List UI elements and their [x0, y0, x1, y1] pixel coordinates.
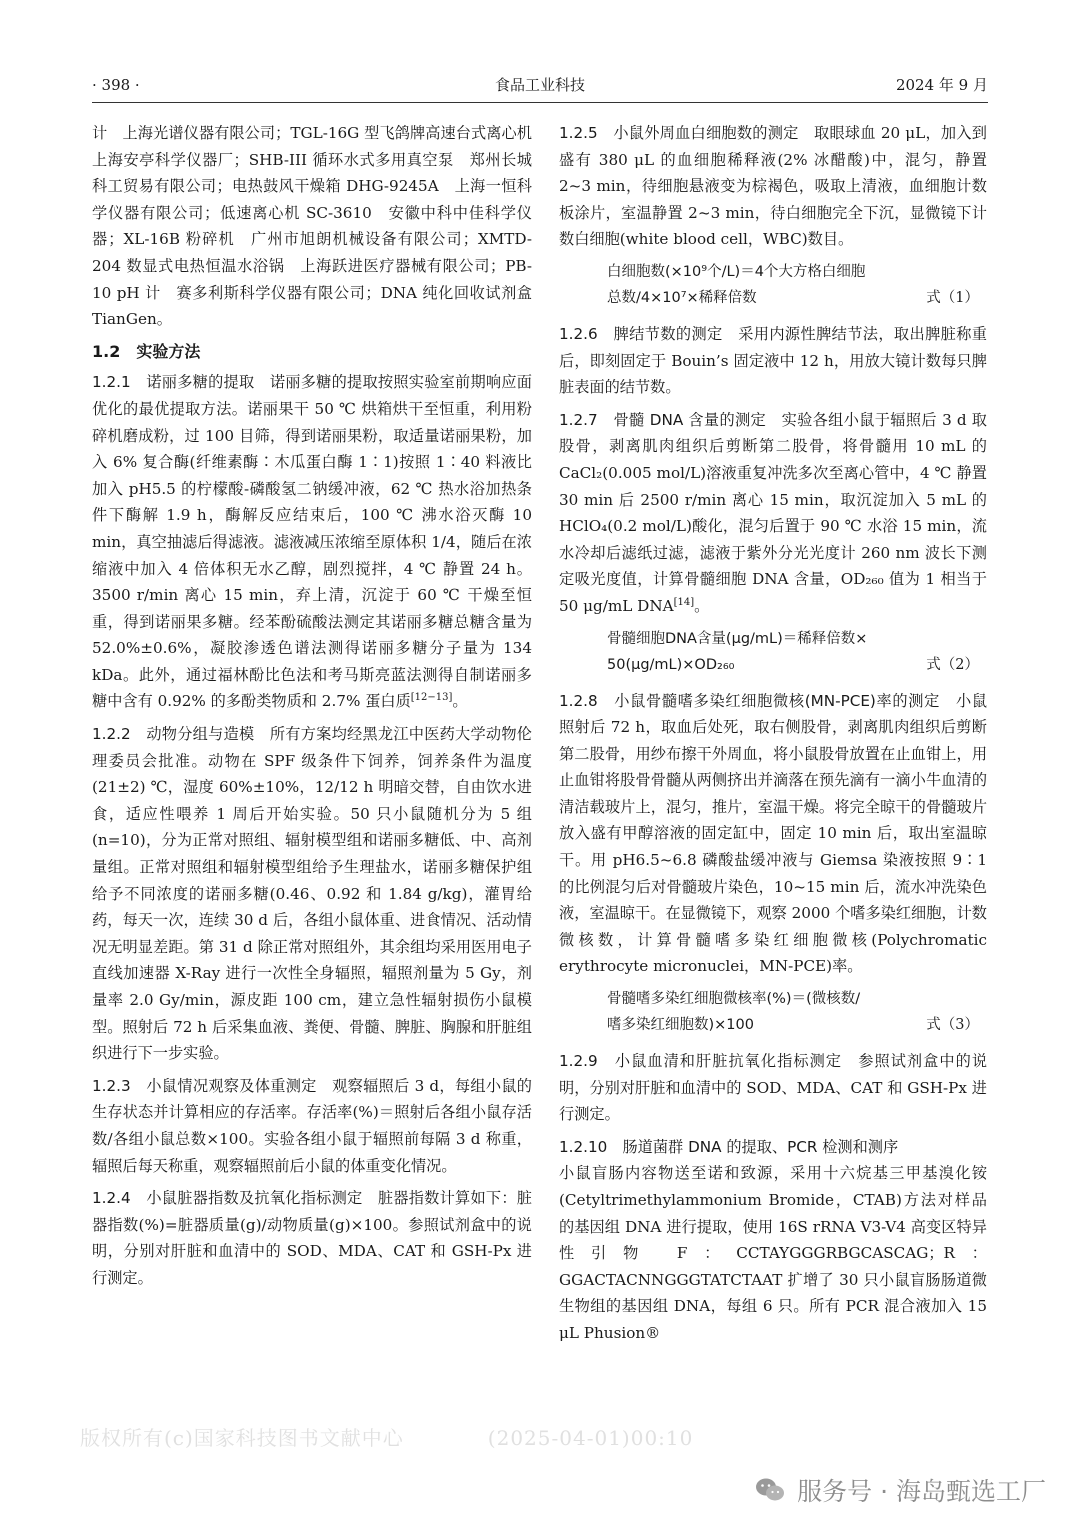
subheading-1-2-5: 1.2.5 小鼠外周血白细胞数的测定 — [559, 124, 799, 142]
citation: [12−13] — [410, 692, 453, 704]
subheading-1-2-3: 1.2.3 小鼠情况观察及体重测定 — [92, 1076, 317, 1095]
paragraph-text: 实验各组小鼠于辐照后 3 d 取股骨，剥离肌肉组织后剪断第二股骨，将骨髓用 10 mL 的 CaCl₂(0.005 mol/L)溶液重复冲洗多次至离心管中，4 ℃ 静置 30 min 后 2500 r/min 离心 15 min，取沉淀加入 5 mL 的 HClO₄(0.2 mol/L)酸化，混匀后置于 90 ℃ 水浴 15 min，流水冷却后滤纸过滤，滤液于紫外分光光度计 260 nm 波长下测定吸光度值，计算骨髓细胞 DNA 含量，OD₂₆₀ 值为 1 相当于 50 μg/mL DNA — [559, 410, 987, 615]
equation-2-number: 式（2） — [926, 656, 979, 673]
equation-2-line-2: 50(μg/mL)×OD₂₆₀ — [607, 656, 735, 673]
running-header — [92, 72, 988, 103]
paragraph-1-2-4 — [92, 1185, 532, 1291]
paragraph-text: 脏器指数计算如下：脏器指数(%)=脏器质量(g)/动物质量(g)×100。参照试剂盒中的说明，分别对肝脏和血清中的 SOD、MDA、CAT 和 GSH-Px 进行测定。 — [92, 1189, 532, 1287]
paragraph-text: 采用内源性脾结节法，取出脾脏称重后，即刻固定于 Bouin’s 固定液中 12 h，用放大镜计数每只脾脏表面的结节数。 — [559, 324, 987, 397]
paragraph-text: 取眼球血 20 μL，加入到盛有 380 μL 的血细胞稀释液(2% 冰醋酸)中，混匀，静置 2~3 min，待细胞悬液变为棕褐色，吸取上清液，血细胞计数板涂片，室温静置 2~3 min，待白细胞完全下沉，显微镜下计数白细胞(white blood cell，WBC)数目。 — [559, 124, 987, 249]
section-heading-1-2: 1.2 实验方法 — [92, 341, 201, 361]
wechat-account-label: 服务号 · 海岛甄选工厂 — [797, 1477, 1046, 1506]
copyright-watermark: 版权所有(c)国家科技图书文献中心 (2025-04-01)00:10 — [80, 1426, 694, 1450]
paragraph-end: 。 — [452, 692, 468, 711]
paragraph-1-2-5 — [559, 120, 987, 253]
subheading-1-2-1: 1.2.1 诺丽多糖的提取 — [92, 373, 255, 392]
paragraph-1-2-10 — [559, 1134, 987, 1347]
subheading-1-2-7: 1.2.7 骨髓 DNA 含量的测定 — [559, 410, 767, 429]
paragraph-1-2-8 — [559, 688, 987, 981]
equation-3-line-1: 骨髓嗜多染红细胞微核率(%)＝(微核数/ — [607, 991, 861, 1008]
journal-name: 食品工业科技 — [494, 76, 585, 94]
subheading-1-2-10: 1.2.10 肠道菌群 DNA 的提取、PCR 检测和测序 — [559, 1137, 899, 1156]
subheading-1-2-8: 1.2.8 小鼠骨髓嗜多染红细胞微核(MN-PCE)率的测定 — [559, 691, 941, 710]
paragraph-1-2-9 — [559, 1048, 987, 1128]
paragraph-1-2-2 — [92, 721, 532, 1067]
page-number: · 398 · — [92, 76, 140, 94]
paragraph-1-2-7 — [559, 407, 987, 620]
citation: [14] — [673, 596, 695, 608]
equation-2-line-1: 骨髓细胞DNA含量(μg/mL)＝稀释倍数× — [607, 630, 868, 647]
equation-1-line-1: 白细胞数(×10⁹个/L)＝4个大方格白细胞 — [607, 263, 866, 280]
paragraph-1-2-6 — [559, 321, 987, 401]
left-column — [92, 120, 548, 1298]
equation-1-line-2: 总数/4×10⁷×稀释倍数 — [607, 289, 757, 306]
equation-3-line-2: 嗜多染红细胞数)×100 — [607, 1017, 754, 1034]
subheading-1-2-9: 1.2.9 小鼠血清和肝脏抗氧化指标测定 — [559, 1052, 843, 1071]
paragraph-text: 观察辐照后 3 d，每组小鼠的生存状态并计算相应的存活率。存活率(%)＝照射后各组小鼠存活数/各组小鼠总数×100。实验各组小鼠于辐照前每隔 3 d 称重，辐照后每天称重，观察辐照前后小鼠的体重变化情况。 — [92, 1076, 532, 1175]
subheading-1-2-6: 1.2.6 脾结节数的测定 — [559, 324, 723, 343]
paragraph-text: 小鼠盲肠内容物送至诺和致源，采用十六烷基三甲基溴化铵(Cetyltrimethylammonium Bromide，CTAB)方法对样品的基因组 DNA 进行提取，使用 16S rRNA V3-V4 高变区特异性引物 F：CCTAYGGGRBGCASCAG；R：GGACTACNNGGGTATCTAAT 扩增了 30 只小鼠盲肠肠道微生物组的基因组 DNA，每组 6 只。所有 PCR 混合液加入 15 μL Phusion® — [559, 1164, 987, 1342]
paragraph-text: 小鼠照射后 72 h，取血后处死，取右侧股骨，剥离肌肉组织后剪断第二股骨，用纱布擦干外周血，将小鼠股骨放置在止血钳上，用止血钳将股骨骨髓从两侧挤出并滴落在预先滴有一滴小牛血清的清洁载玻片上，混匀，推片，室温干燥。将完全晾干的骨髓玻片放入盛有甲醇溶液的固定缸中，固定 10 min 后，取出室温晾干。用 pH6.5~6.8 磷酸盐缓冲液与 Giemsa 染液按照 9∶1 的比例混匀后对骨髓玻片染色，10~15 min 后，流水冲洗染色液，室温晾干。在显微镜下，观察 2000 个嗜多染红细胞，计数微核数，计算骨髓嗜多染红细胞微核(Polychromatic erythrocyte micronuclei，MN-PCE)率。 — [559, 691, 987, 976]
paragraph-end: 。 — [694, 596, 710, 615]
subheading-1-2-2: 1.2.2 动物分组与造模 — [92, 725, 255, 744]
instrument-list: 计 上海光谱仪器有限公司；TGL-16G 型飞鸽牌高速台式离心机 上海安亭科学仪器厂；SHB-III 循环水式多用真空泵 郑州长城科工贸易有限公司；电热鼓风干燥箱 DHG-9245A 上海一恒科学仪器有限公司；低速离心机 SC-3610 安徽中科中佳科学仪器；XL-16B 粉碎机 广州市旭朗机械设备有限公司；XMTD-204 数显式电热恒温水浴锅 上海跃进医疗器械有限公司；PB-10 pH 计 赛多利斯科学仪器有限公司；DNA 纯化回收试剂盒 TianGen。 — [92, 124, 548, 329]
paragraph-1-2-1 — [92, 369, 532, 715]
wechat-logo-icon — [755, 1477, 785, 1503]
equation-1-number: 式（1） — [926, 289, 979, 306]
equation-1 — [559, 259, 987, 311]
equation-2 — [559, 626, 987, 678]
paragraph-text: 参照试剂盒中的说明，分别对肝脏和血清中的 SOD、MDA、CAT 和 GSH-Px 进行测定。 — [559, 1052, 987, 1124]
equation-3-number: 式（3） — [926, 1017, 979, 1034]
wechat-watermark — [755, 1470, 1046, 1510]
issue-date: 2024 年 9 月 — [895, 76, 988, 94]
paragraph-text: 所有方案均经黑龙江中医药大学动物伦理委员会批准。动物在 SPF 级条件下饲养，饲养条件为温度(21±2) ℃，湿度 60%±10%，12/12 h 明暗交替，自由饮水进食，适应性喂养 1 周后开始实验。50 只小鼠随机分为 5 组(n=10)，分为正常对照组、辐射模型组和诺丽多糖低、中、高剂量组。正常对照组和辐射模型组给予生理盐水，诺丽多糖保护组给予不同浓度的诺丽多糖(0.46、0.92 和 1.84 g/kg)，灌胃给药，每天一次，连续 30 d 后，各组小鼠体重、进食情况、活动情况无明显差距。第 31 d 除正常对照组外，其余组均采用医用电子直线加速器 X-Ray 进行一次性全身辐照，辐照剂量为 5 Gy，剂量率 2.0 Gy/min，源皮距 100 cm，建立急性辐射损伤小鼠模型。照射后 72 h 后采集血液、粪便、骨髓、脾脏、胸腺和肝脏组织进行下一步实验。 — [92, 725, 532, 1063]
paragraph-1-2-3 — [92, 1073, 532, 1179]
paragraph-text: 诺丽多糖的提取按照实验室前期响应面优化的最优提取方法。诺丽果干 50 ℃ 烘箱烘干至恒重，利用粉碎机磨成粉，过 100 目筛，得到诺丽果粉，取适量诺丽果粉，加入 6% 复合酶(纤维素酶∶木瓜蛋白酶 1∶1)按照 1∶40 料液比加入 pH5.5 的柠檬酸-磷酸氢二钠缓冲液，62 ℃ 热水浴加热条件下酶解 1.9 h，酶解反应结束后，100 ℃ 沸水浴灭酶 10 min，真空抽滤后得滤液。滤液减压浓缩至原体积 1/4，随后在浓缩液中加入 4 倍体积无水乙醇，剧烈搅拌，4 ℃ 静置 24 h。3500 r/min 离心 15 min，弃上清，沉淀于 60 ℃ 干燥至恒重，得到诺丽果多糖。经苯酚硫酸法测定其诺丽多糖总糖含量为 52.0%±0.6%，凝胶渗透色谱法测得诺丽多糖分子量为 134 kDa。此外，通过福林酚比色法和考马斯亮蓝法测得自制诺丽多糖中含有 0.92% 的多酚类物质和 2.7% 蛋白质 — [92, 373, 532, 711]
right-column — [559, 120, 987, 1353]
equation-3 — [559, 986, 987, 1038]
subheading-1-2-4: 1.2.4 小鼠脏器指数及抗氧化指标测定 — [92, 1189, 363, 1208]
